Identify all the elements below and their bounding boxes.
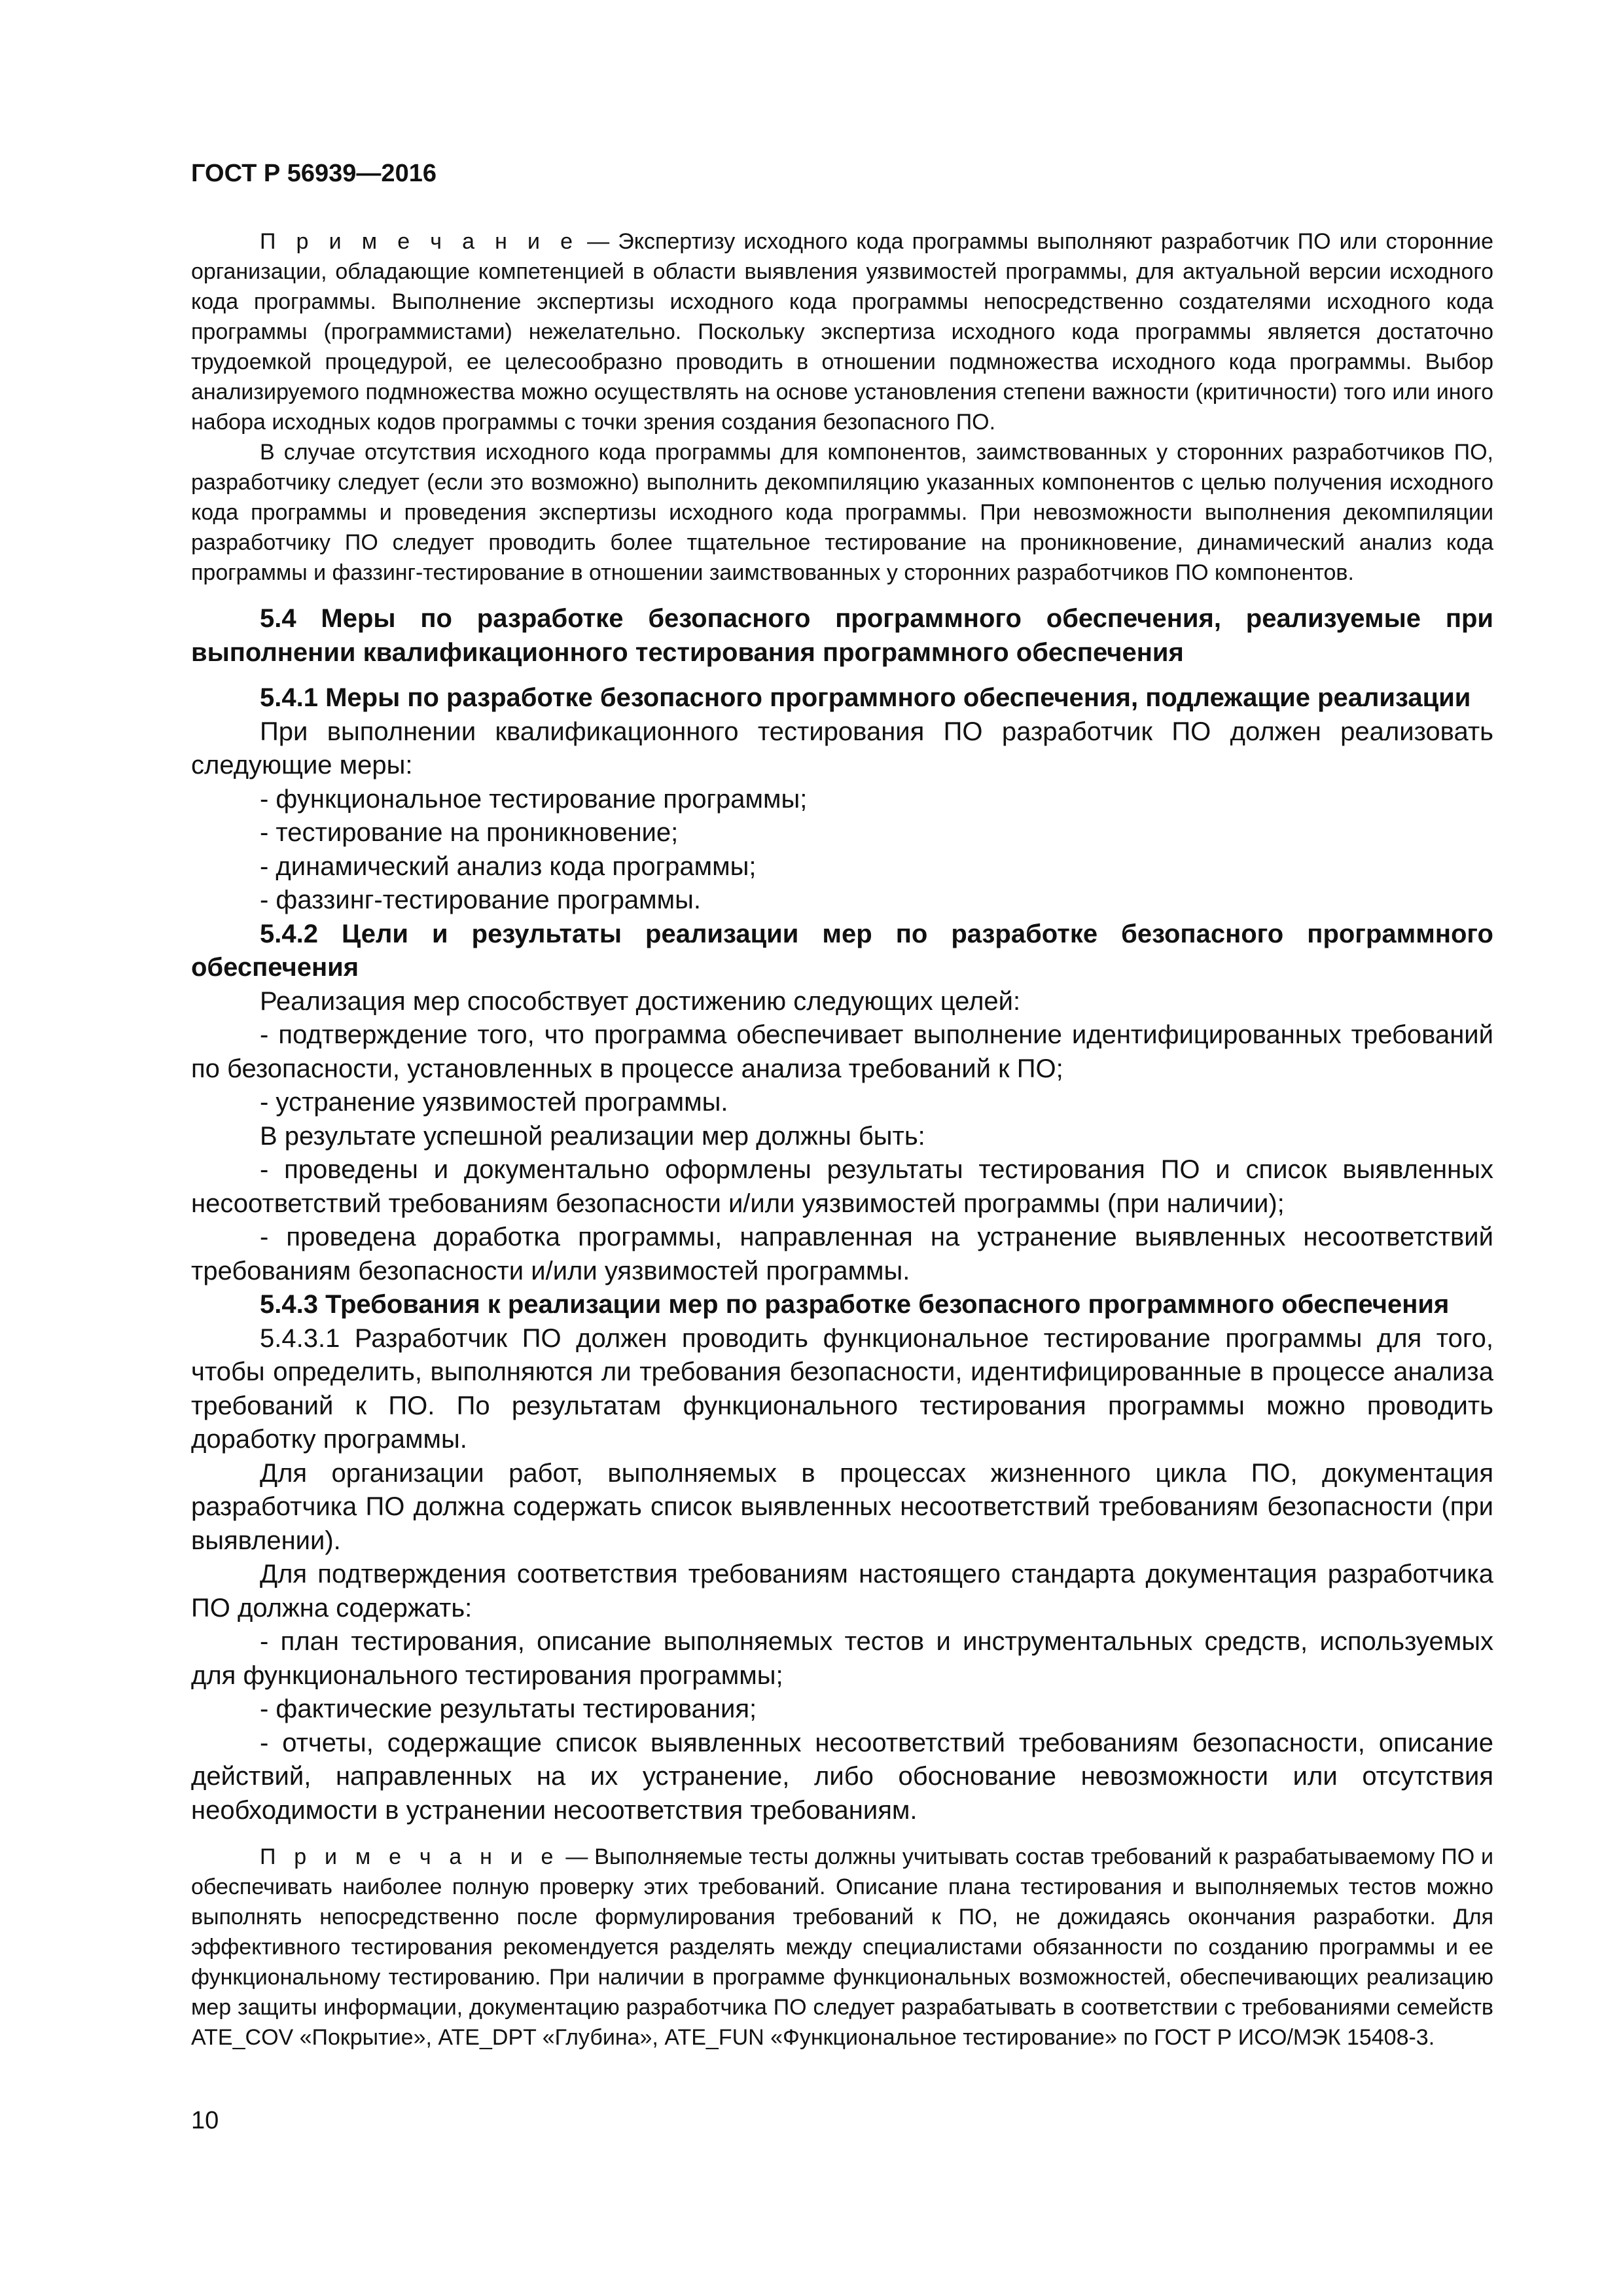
section-heading-5-4: 5.4 Меры по разработке безопасного программного обеспечения, реализуемые при выполнении квалификационного тестирования программного обеспечения bbox=[191, 604, 1493, 667]
list-item: - фактические результаты тестирования; bbox=[260, 1695, 757, 1723]
note-paragraph bbox=[191, 1842, 1493, 2053]
section-heading-5-4-1: 5.4.1 Меры по разработке безопасного программного обеспечения, подлежащие реализации bbox=[260, 683, 1471, 712]
list-item: - устранение уязвимостей программы. bbox=[260, 1088, 728, 1117]
document-header: ГОСТ Р 56939—2016 bbox=[191, 160, 437, 187]
list-item: - отчеты, содержащие список выявленных несоответствий требованиям безопасности, описание действий, направленных на их устранение, либо обоснование невозможности или отсутствия необходимости в устранении несоответствия требованиям. bbox=[191, 1728, 1493, 1825]
paragraph: Для организации работ, выполняемых в процессах жизненного цикла ПО, документация разработчика ПО должна содержать список выявленных несоответствий требованиям безопасности (при выявлении). bbox=[191, 1458, 1493, 1555]
note-text: — Выполняемые тесты должны учитывать состав требований к разрабатываемому ПО и обеспечивать наиболее полную проверку этих требований. Описание плана тестирования и выполняемых тестов можно выполнять непосредственно после формулирования требований к ПО, не дожидаясь окончания разработки. Для эффективного тестирования рекомендуется разделять между специалистами обязанности по созданию программы и ее функциональному тестированию. При наличии в программе функциональных возможностей, обеспечивающих реализацию мер защиты информации, документацию разработчика ПО следует разрабатывать в соответствии с требованиями семейств ATE_COV «Покрытие», ATE_DPT «Глубина», ATE_FUN «Функциональное тестирование» по ГОСТ Р ИСО/МЭК 15408-3. bbox=[191, 1844, 1494, 2050]
paragraph: 5.4.3.1 Разработчик ПО должен проводить функциональное тестирование программы для того, чтобы определить, выполняются ли требования безопасности, идентифицированные в процессе анализа требований к ПО. По результатам функционального тестирования программы можно проводить доработку программы. bbox=[191, 1323, 1493, 1454]
list-item: - фаззинг-тестирование программы. bbox=[260, 886, 701, 914]
note-text: — Экспертизу исходного кода программы выполняют разработчик ПО или сторонние организации, обладающие компетенцией в области выявления уязвимостей программы, для актуальной версии исходного кода программы. Выполнение экспертизы исходного кода программы непосредственно создателями исходного кода программы (программистами) нежелательно. Поскольку экспертиза исходного кода программы является достаточно трудоемкой процедурой, ее целесообразно проводить в отношении подмножества исходного кода программы. Выбор анализируемого подмножества можно осуществлять на основе установления степени важности (критичности) того или иного набора исходных кодов программы с точки зрения создания безопасного ПО. bbox=[191, 229, 1493, 435]
page-number: 10 bbox=[191, 2107, 219, 2134]
note-label: П р и м е ч а н и е bbox=[260, 229, 579, 254]
list-item: - проведена доработка программы, направленная на устранение выявленных несоответствий требованиям безопасности и/или уязвимостей программы. bbox=[191, 1223, 1493, 1285]
paragraph: Реализация мер способствует достижению следующих целей: bbox=[260, 986, 1021, 1016]
note-paragraph-2: В случае отсутствия исходного кода программы для компонентов, заимствованных у сторонних разработчиков ПО, разработчику следует (если это возможно) выполнить декомпиляцию указанных компонентов с целью получения исходного кода программы и проведения экспертизы исходного кода программы. При невозможности выполнения декомпиляции разработчику ПО следует проводить более тщательное тестирование на проникновение, динамический анализ кода программы и фаззинг-тестирование в отношении заимствованных у сторонних разработчиков ПО компонентов. bbox=[191, 440, 1493, 585]
paragraph: При выполнении квалификационного тестирования ПО разработчик ПО должен реализовать следующие меры: bbox=[191, 717, 1493, 780]
note-block-2 bbox=[191, 1842, 1493, 2053]
note-block-1 bbox=[191, 226, 1493, 588]
list-item: - динамический анализ кода программы; bbox=[260, 852, 757, 881]
paragraph: Для подтверждения соответствия требованиям настоящего стандарта документация разработчика ПО должна содержать: bbox=[191, 1560, 1493, 1623]
note-label: П р и м е ч а н и е bbox=[260, 1844, 560, 1869]
list-item: - подтверждение того, что программа обеспечивает выполнение идентифицированных требований по безопасности, установленных в процессе анализа требований к ПО; bbox=[191, 1020, 1493, 1083]
list-item: - функциональное тестирование программы; bbox=[260, 784, 808, 814]
note-paragraph bbox=[191, 226, 1493, 437]
main-text bbox=[191, 602, 1493, 1827]
document-page bbox=[191, 157, 1493, 2053]
section-heading-5-4-3: 5.4.3 Требования к реализации мер по разработке безопасного программного обеспечения bbox=[260, 1290, 1450, 1319]
paragraph: В результате успешной реализации мер должны быть: bbox=[260, 1121, 925, 1151]
list-item: - план тестирования, описание выполняемых тестов и инструментальных средств, используемых для функционального тестирования программы; bbox=[191, 1627, 1493, 1690]
list-item: - проведены и документально оформлены результаты тестирования ПО и список выявленных несоответствий требованиям безопасности и/или уязвимостей программы (при наличии); bbox=[191, 1155, 1493, 1218]
section-heading-5-4-2: 5.4.2 Цели и результаты реализации мер по разработке безопасного программного обеспечения bbox=[191, 919, 1493, 982]
list-item: - тестирование на проникновение; bbox=[260, 818, 679, 847]
